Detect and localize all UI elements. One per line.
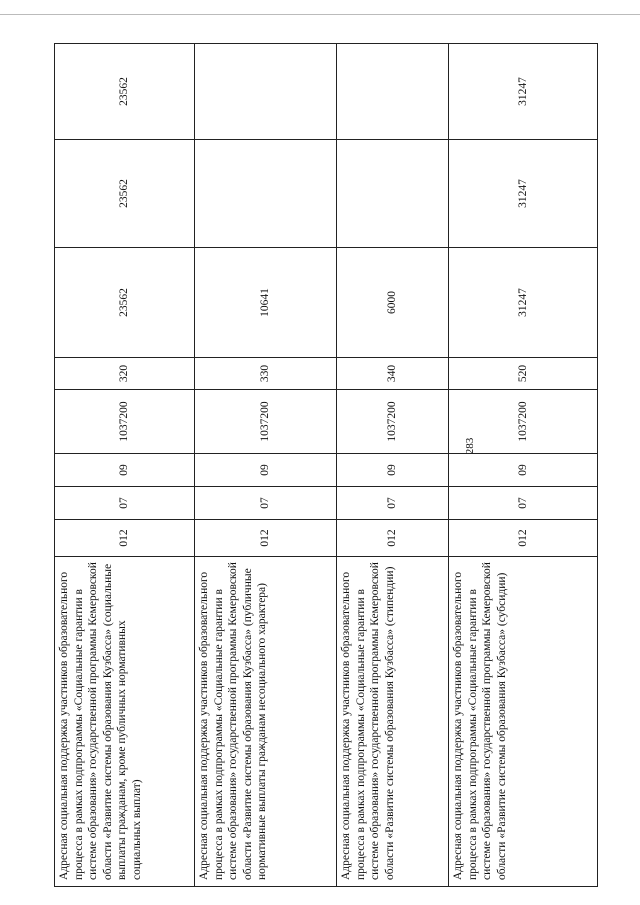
amount-1-cell: 10641	[195, 248, 337, 358]
subsection-code-cell: 09	[337, 454, 449, 487]
amount-1-cell: 31247	[449, 248, 598, 358]
ministry-code-cell: 012	[449, 520, 598, 557]
expense-type-cell: 520	[449, 358, 598, 390]
subsection-code-cell: 09	[55, 454, 195, 487]
amount-1-cell: 6000	[337, 248, 449, 358]
description-cell: Адресная социальная поддержка участников образовательного процесса в рамках подпрограммы «Социальные гарантии в системе образования» государственной программы Кемеровской области «Развитие системы образования Кузбасса» (социальные выплаты гражданам, кроме публичных нормативных социальных выплат)	[55, 557, 195, 887]
subsection-code-cell: 09	[195, 454, 337, 487]
target-article-cell: 1037200	[55, 390, 195, 454]
target-article-cell: 1037200	[337, 390, 449, 454]
ministry-code-cell: 012	[337, 520, 449, 557]
expense-type-cell: 330	[195, 358, 337, 390]
top-rule	[0, 14, 640, 15]
description-cell: Адресная социальная поддержка участников образовательного процесса в рамках подпрограммы «Социальные гарантии в системе образования» государственной программы Кемеровской области «Развитие системы образования Кузбасса» (публичные нормативные выплаты гражданам несоциального характера)	[195, 557, 337, 887]
section-code-cell: 07	[337, 487, 449, 520]
table-row	[55, 44, 195, 887]
page-number: 283	[464, 437, 476, 455]
expense-type-cell: 320	[55, 358, 195, 390]
description-cell: Адресная социальная поддержка участников образовательного процесса в рамках подпрограммы «Социальные гарантии в системе образования» государственной программы Кемеровской области «Развитие системы образования Кузбасса» (субсидии)	[449, 557, 598, 887]
subsection-code-cell: 09	[449, 454, 598, 487]
ministry-code-cell: 012	[195, 520, 337, 557]
table-row	[195, 44, 337, 887]
table-row	[337, 44, 449, 887]
amount-2-cell: 23562	[55, 140, 195, 248]
amount-2-cell: 31247	[449, 140, 598, 248]
budget-table	[54, 43, 598, 887]
expense-type-cell: 340	[337, 358, 449, 390]
amount-3-cell: 31247	[449, 44, 598, 140]
target-article-cell: 1037200	[449, 390, 598, 454]
table-row	[449, 44, 598, 887]
rotated-table-frame	[54, 44, 597, 887]
amount-2-cell	[195, 140, 337, 248]
target-article-cell: 1037200	[195, 390, 337, 454]
section-code-cell: 07	[55, 487, 195, 520]
section-code-cell: 07	[449, 487, 598, 520]
description-cell: Адресная социальная поддержка участников образовательного процесса в рамках подпрограммы «Социальные гарантии в системе образования» государственной программы Кемеровской области «Развитие системы образования Кузбасса» (стипендии)	[337, 557, 449, 887]
section-code-cell: 07	[195, 487, 337, 520]
amount-3-cell: 23562	[55, 44, 195, 140]
amount-3-cell	[195, 44, 337, 140]
amount-2-cell	[337, 140, 449, 248]
ministry-code-cell: 012	[55, 520, 195, 557]
amount-3-cell	[337, 44, 449, 140]
amount-1-cell: 23562	[55, 248, 195, 358]
